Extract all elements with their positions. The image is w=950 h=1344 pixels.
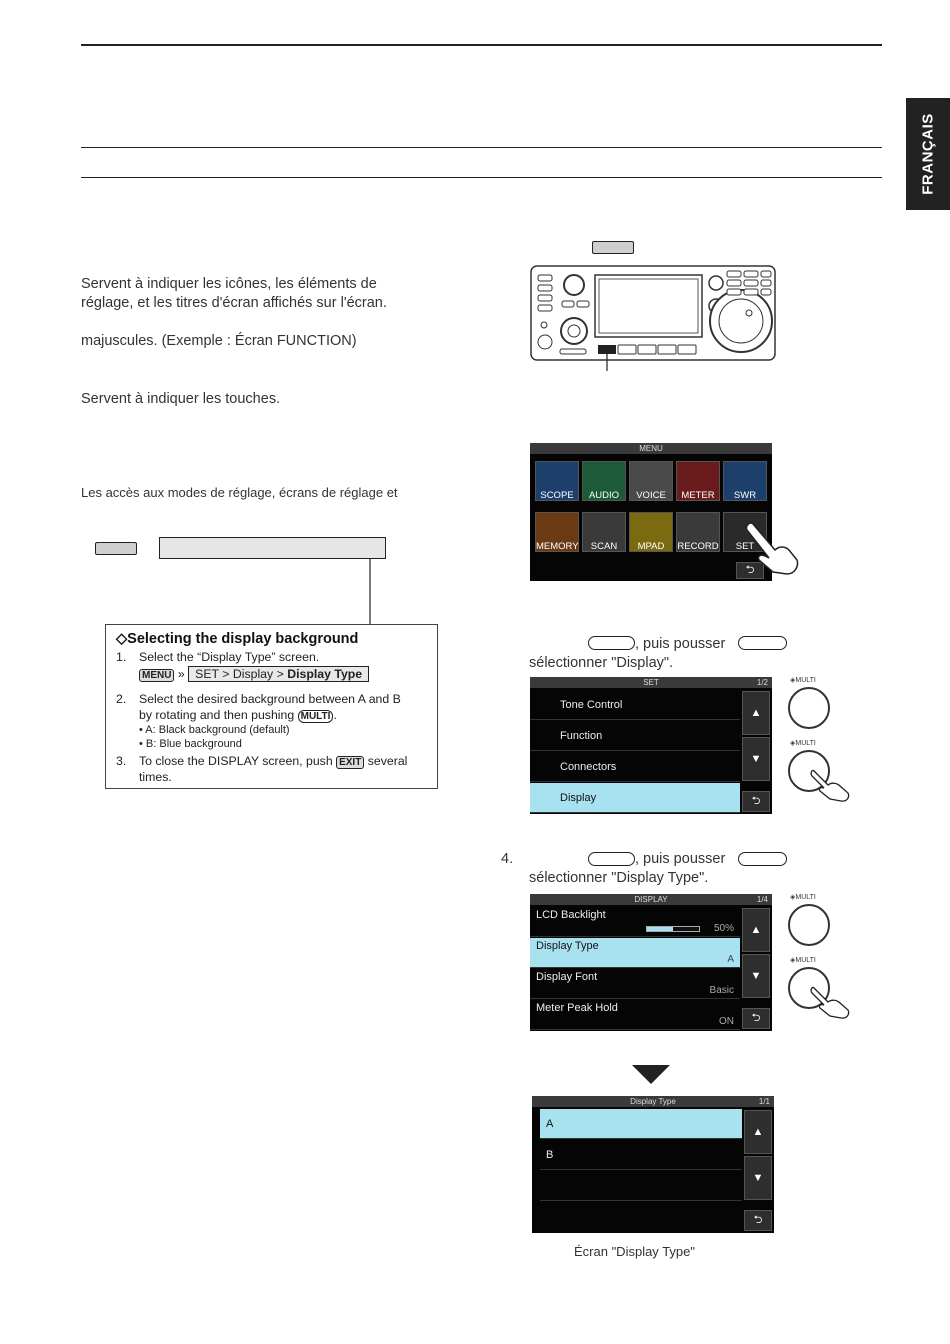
step-4-line-2: sélectionner "Display Type".: [529, 870, 709, 886]
menu-screen: [530, 443, 772, 581]
paragraph-1-line-1: Servent à indiquer les icônes, les éléments de: [81, 276, 377, 292]
excerpt-multi-key: MULTI: [298, 710, 334, 723]
knob-label-1: ◈MULTI: [790, 677, 816, 684]
paragraph-3: Les accès aux modes de réglage, écrans de réglage et: [81, 485, 398, 500]
set-item-tone-control[interactable]: Tone Control: [530, 690, 740, 720]
backlight-level-bar: [646, 926, 700, 932]
excerpt-step-3-text-b: several: [367, 754, 408, 768]
excerpt-path-arrow: »: [177, 667, 185, 681]
display-type-empty-row-2: [540, 1202, 742, 1232]
display-screen-page: 1/4: [756, 895, 768, 904]
set-back-button[interactable]: ⮌: [742, 791, 770, 812]
finger-press-icon-2: [810, 765, 854, 803]
display-type-option-b[interactable]: B: [540, 1140, 742, 1170]
display-type-header: Display Type 1/1: [532, 1096, 774, 1107]
section-rule-upper: [81, 147, 882, 148]
step-3-line-2: sélectionner "Display".: [529, 655, 674, 671]
knob-label-3: ◈MULTI: [790, 894, 816, 901]
multi-knob-rotate-1: [788, 687, 830, 729]
step-3-dial-key: [588, 636, 635, 650]
excerpt-exit-key: EXIT: [336, 756, 364, 769]
set-down-button[interactable]: ▼: [742, 737, 770, 781]
menu-icon-meter[interactable]: METER: [676, 461, 720, 501]
display-type-page: 1/1: [758, 1097, 770, 1106]
excerpt-step-3-text: To close the DISPLAY screen, push: [139, 754, 333, 768]
menu-key-graphic-right: [592, 241, 634, 254]
knob-label-2: ◈MULTI: [790, 740, 816, 747]
top-rule: [81, 44, 882, 46]
excerpt-step-2-line-1: Select the desired background between A and B: [139, 692, 401, 706]
display-screen: [530, 894, 772, 1031]
display-item-meter-peak-hold[interactable]: Meter Peak Hold ON: [530, 1000, 740, 1030]
step-4-push-key: [738, 852, 787, 866]
excerpt-path-box: [188, 666, 369, 682]
excerpt-path-bold: Display Type: [287, 667, 363, 681]
paragraph-1-line-2: réglage, et les titres d'écran affichés sur l'écran.: [81, 295, 387, 311]
display-down-button[interactable]: ▼: [742, 954, 770, 998]
step-3-text: , puis pousser: [635, 636, 726, 652]
menu-icon-record[interactable]: RECORD: [676, 512, 720, 552]
excerpt-title: ◇Selecting the display background: [116, 631, 359, 647]
finger-press-icon-3: [810, 982, 854, 1020]
excerpt-step-2-num: 2.: [116, 692, 127, 706]
language-tab-label: FRANÇAIS: [919, 113, 937, 195]
display-up-button[interactable]: ▲: [742, 908, 770, 952]
excerpt-bullet-a: • A: Black background (default): [139, 724, 290, 736]
excerpt-path-text: SET > Display >: [195, 667, 288, 681]
set-screen: [530, 677, 772, 814]
display-type-option-a[interactable]: A: [540, 1109, 742, 1139]
path-box-graphic: [159, 537, 386, 559]
down-arrow-icon: [632, 1065, 670, 1085]
excerpt-step-3-line-2: times.: [139, 770, 172, 784]
menu-screen-header: MENU: [530, 443, 772, 454]
manual-excerpt: [105, 624, 438, 789]
excerpt-step-1-path: [139, 666, 369, 682]
excerpt-step-2-line-2-text: by rotating and then pushing: [139, 708, 295, 722]
menu-icon-swr[interactable]: SWR: [723, 461, 767, 501]
display-type-back-button[interactable]: ⮌: [744, 1210, 772, 1231]
menu-icon-set[interactable]: SET: [723, 512, 767, 552]
step-4-number: 4.: [501, 851, 514, 867]
paragraph-2: Servent à indiquer les touches.: [81, 391, 281, 407]
display-type-down-button[interactable]: ▼: [744, 1156, 772, 1200]
display-item-display-type[interactable]: Display Type A: [530, 938, 740, 968]
excerpt-step-1-num: 1.: [116, 650, 127, 664]
set-up-button[interactable]: ▲: [742, 691, 770, 735]
finger-press-icon: [745, 518, 800, 576]
excerpt-step-2-line-2: [139, 708, 337, 723]
step-4-text: , puis pousser: [635, 851, 726, 867]
set-screen-header: SET 1/2: [530, 677, 772, 688]
excerpt-menu-key: MENU: [139, 669, 174, 682]
menu-icon-scan[interactable]: SCAN: [582, 512, 626, 552]
excerpt-step-3-num: 3.: [116, 754, 127, 768]
multi-knob-rotate-2: [788, 904, 830, 946]
backlight-level-fill: [647, 927, 673, 931]
display-type-up-button[interactable]: ▲: [744, 1110, 772, 1154]
excerpt-step-3-line-1: [139, 754, 407, 769]
display-back-button[interactable]: ⮌: [742, 1008, 770, 1029]
transceiver-front-panel: [530, 263, 778, 373]
display-type-screen: [532, 1096, 774, 1233]
set-screen-page: 1/2: [756, 678, 768, 687]
menu-icon-voice[interactable]: VOICE: [629, 461, 673, 501]
display-type-empty-row-1: [540, 1171, 742, 1201]
display-item-lcd-backlight[interactable]: LCD Backlight 50%: [530, 907, 740, 937]
set-item-display[interactable]: Display: [530, 783, 740, 813]
display-type-caption: Écran "Display Type": [574, 1244, 695, 1259]
menu-icon-audio[interactable]: AUDIO: [582, 461, 626, 501]
menu-back-button[interactable]: ⮌: [736, 562, 764, 579]
menu-key-graphic: [95, 542, 137, 555]
language-tab: [906, 98, 950, 210]
step-4-dial-key: [588, 852, 635, 866]
section-rule-lower: [81, 177, 882, 178]
menu-icon-memory[interactable]: MEMORY: [535, 512, 579, 552]
excerpt-step-2-period: .: [333, 708, 337, 722]
display-screen-header: DISPLAY 1/4: [530, 894, 772, 905]
set-item-connectors[interactable]: Connectors: [530, 752, 740, 782]
excerpt-bullet-b: • B: Blue background: [139, 738, 242, 750]
display-item-display-font[interactable]: Display Font Basic: [530, 969, 740, 999]
excerpt-step-1-text: Select the “Display Type” screen.: [139, 650, 320, 664]
menu-icon-mpad[interactable]: MPAD: [629, 512, 673, 552]
knob-label-4: ◈MULTI: [790, 957, 816, 964]
menu-icon-scope[interactable]: SCOPE: [535, 461, 579, 501]
paragraph-1-line-3: majuscules. (Exemple : Écran FUNCTION): [81, 333, 357, 349]
set-item-function[interactable]: Function: [530, 721, 740, 751]
step-3-push-key: [738, 636, 787, 650]
